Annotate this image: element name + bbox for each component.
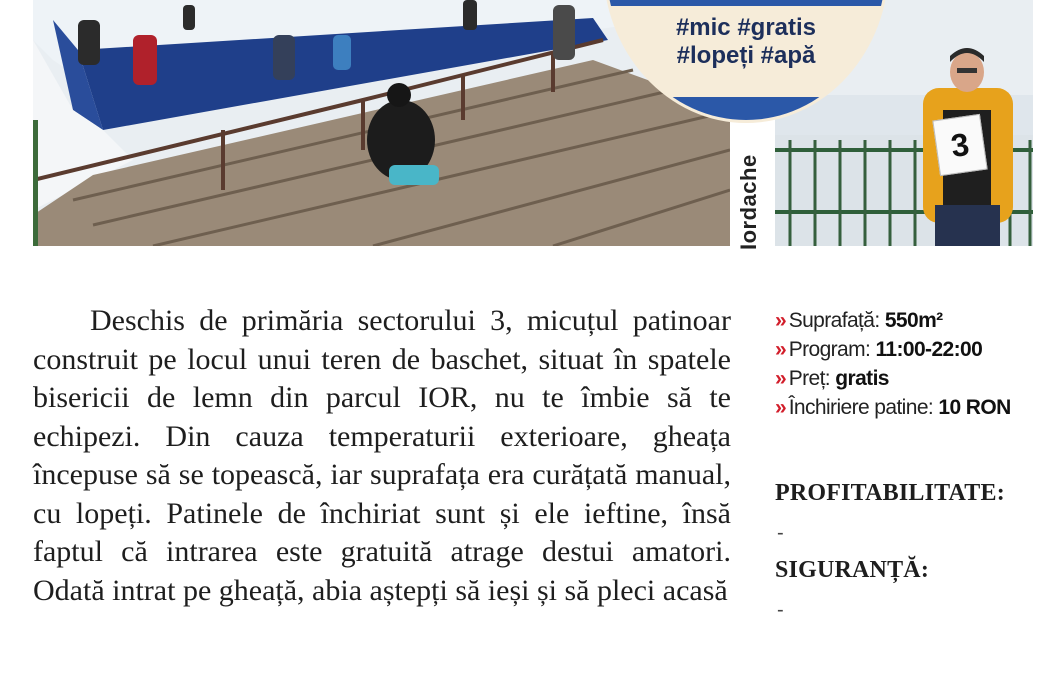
fact-skate-rental-value: 10 RON — [938, 396, 1011, 419]
fact-marker: » — [775, 396, 785, 419]
reporter-number: 3 — [948, 125, 972, 165]
facts-list — [775, 306, 1050, 422]
photo-credit: Iordache — [736, 154, 761, 250]
fact-marker: » — [775, 338, 785, 361]
fact-schedule — [775, 335, 1050, 364]
profitability-heading: PROFITABILITATE: — [775, 480, 1005, 506]
fact-price-label: Preț: — [788, 367, 831, 390]
badge-bottom-band — [606, 97, 886, 120]
fact-schedule-value: 11:00-22:00 — [875, 338, 983, 361]
fact-marker: » — [775, 309, 785, 332]
badge-top-band — [606, 0, 886, 6]
fact-surface-label: Suprafață: — [788, 309, 880, 332]
fact-price — [775, 364, 1050, 393]
safety-heading: SIGURANȚĂ: — [775, 557, 930, 583]
fact-price-value: gratis — [835, 367, 889, 390]
profitability-value: - — [777, 522, 784, 544]
fact-skate-rental — [775, 393, 1050, 422]
badge-tags-line-2: #lopeți #apă — [676, 42, 816, 69]
safety-value: - — [777, 599, 784, 621]
fact-surface — [775, 306, 1050, 335]
article-paragraph: Deschis de primăria sectorului 3, micuțul patinoar construit pe locul unui teren de baschet, situat în spatele bisericii de lemn din parcul IOR, nu te îmbie să te echipezi. Din cauza temperaturii exterioare, gheața începuse să se topească, iar suprafața era curățată manual, cu lopeți. Patinele de închiriat sunt și ele ieftine, însă faptul că intrarea este gratuită atrage destui amatori. Odată intrat pe gheață, abia aștepți să ieși și să pleci acasă — [33, 304, 731, 607]
reporter-number-card — [932, 114, 987, 176]
fact-skate-rental-label: Închiriere patine: — [788, 396, 934, 419]
badge-tags-line-1: #mic #gratis — [675, 14, 817, 41]
hashtag-badge — [606, 0, 886, 120]
fact-schedule-label: Program: — [788, 338, 871, 361]
badge-tags — [606, 14, 886, 70]
fact-marker: » — [775, 367, 785, 390]
fact-surface-value: 550m² — [884, 309, 943, 332]
article-body — [33, 302, 731, 610]
